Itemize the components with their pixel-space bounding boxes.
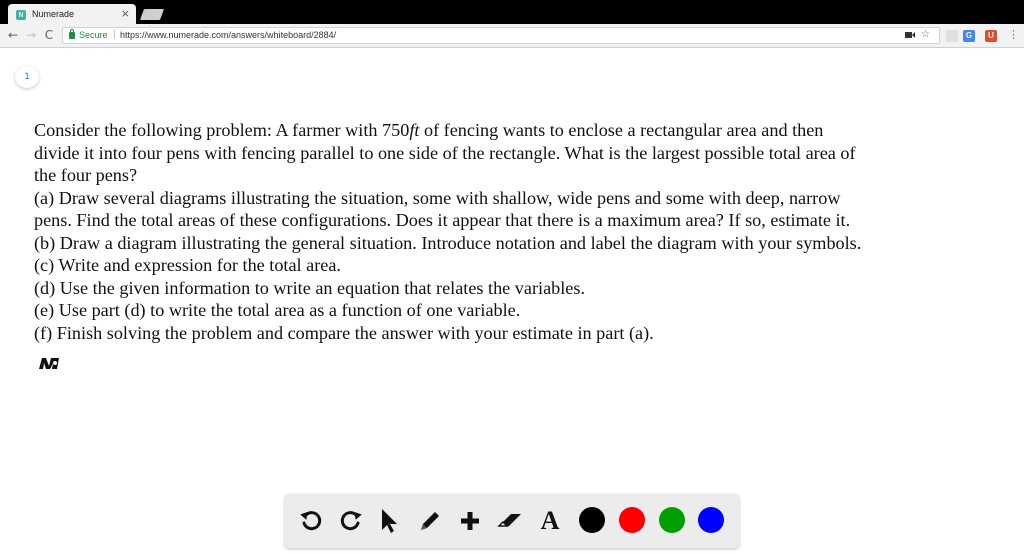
- page-number-badge[interactable]: 1: [15, 66, 39, 88]
- cursor-icon[interactable]: [376, 507, 404, 535]
- problem-line-1-post: of fencing wants to enclose a rectangular area and then: [419, 120, 824, 140]
- problem-line: (d) Use the given information to write an equation that relates the variables.: [34, 277, 585, 298]
- camera-icon[interactable]: [905, 31, 915, 42]
- problem-line: the four pens?: [34, 165, 138, 185]
- secure-label: Secure: [79, 30, 108, 40]
- eraser-icon[interactable]: [496, 507, 524, 535]
- problem-text: [34, 119, 1019, 344]
- fence-length-value: 750: [382, 120, 410, 140]
- navigation-bar: [0, 24, 1024, 48]
- extension-blank-icon[interactable]: [946, 30, 958, 42]
- tab-title: Numerade: [32, 9, 75, 19]
- extension-g-icon[interactable]: G: [963, 30, 975, 42]
- star-icon[interactable]: ☆: [921, 29, 930, 40]
- new-tab-button[interactable]: [140, 9, 164, 20]
- undo-icon[interactable]: [297, 507, 325, 535]
- address-bar[interactable]: [62, 27, 940, 44]
- problem-line: (e) Use part (d) to write the total area as a function of one variable.: [34, 300, 521, 320]
- color-red-swatch[interactable]: [619, 507, 645, 533]
- problem-line: (b) Draw a diagram illustrating the general situation. Introduce notation and label the diagram with your symbols.: [34, 232, 862, 253]
- problem-line: (c) Write and expression for the total area.: [34, 255, 341, 275]
- problem-line: (a) Draw several diagrams illustrating the situation, some with shallow, wide pens and some with deep, narrow: [34, 187, 841, 208]
- reload-icon[interactable]: C: [44, 28, 54, 42]
- fence-length-unit: ft: [409, 120, 420, 140]
- url-text[interactable]: https://www.numerade.com/answers/whiteboard/2884/: [120, 30, 337, 40]
- browser-tab[interactable]: [8, 4, 136, 24]
- color-blue-swatch[interactable]: [698, 507, 724, 533]
- problem-line: divide it into four pens with fencing parallel to one side of the rectangle. What is the largest possible total area of: [34, 142, 856, 163]
- lock-icon: [69, 32, 75, 39]
- problem-line: [34, 119, 1019, 142]
- redo-icon[interactable]: [337, 507, 365, 535]
- url-separator: |: [113, 29, 116, 40]
- color-green-swatch[interactable]: [659, 507, 685, 533]
- tab-strip: [0, 0, 1024, 24]
- problem-line-1-pre: Consider the following problem: A farmer with: [34, 120, 383, 140]
- color-black-swatch[interactable]: [579, 507, 605, 533]
- pen-icon[interactable]: [416, 507, 444, 535]
- drawing-toolbar: [285, 494, 739, 548]
- problem-line: pens. Find the total areas of these configurations. Does it appear that there is a maximum area? If so, estimate it.: [34, 210, 851, 230]
- back-icon[interactable]: ←: [7, 28, 19, 42]
- add-icon[interactable]: [456, 507, 484, 535]
- text-icon[interactable]: A: [540, 506, 560, 535]
- forward-icon[interactable]: →: [25, 28, 37, 42]
- browser-menu-icon[interactable]: ⋮: [1008, 28, 1019, 41]
- tab-close-icon[interactable]: ×: [120, 7, 130, 20]
- problem-line: (f) Finish solving the problem and compare the answer with your estimate in part (a).: [34, 322, 654, 343]
- numerade-favicon-icon: N: [16, 10, 26, 20]
- extension-u-icon[interactable]: U: [985, 30, 997, 42]
- numerade-logo-icon: [37, 355, 61, 371]
